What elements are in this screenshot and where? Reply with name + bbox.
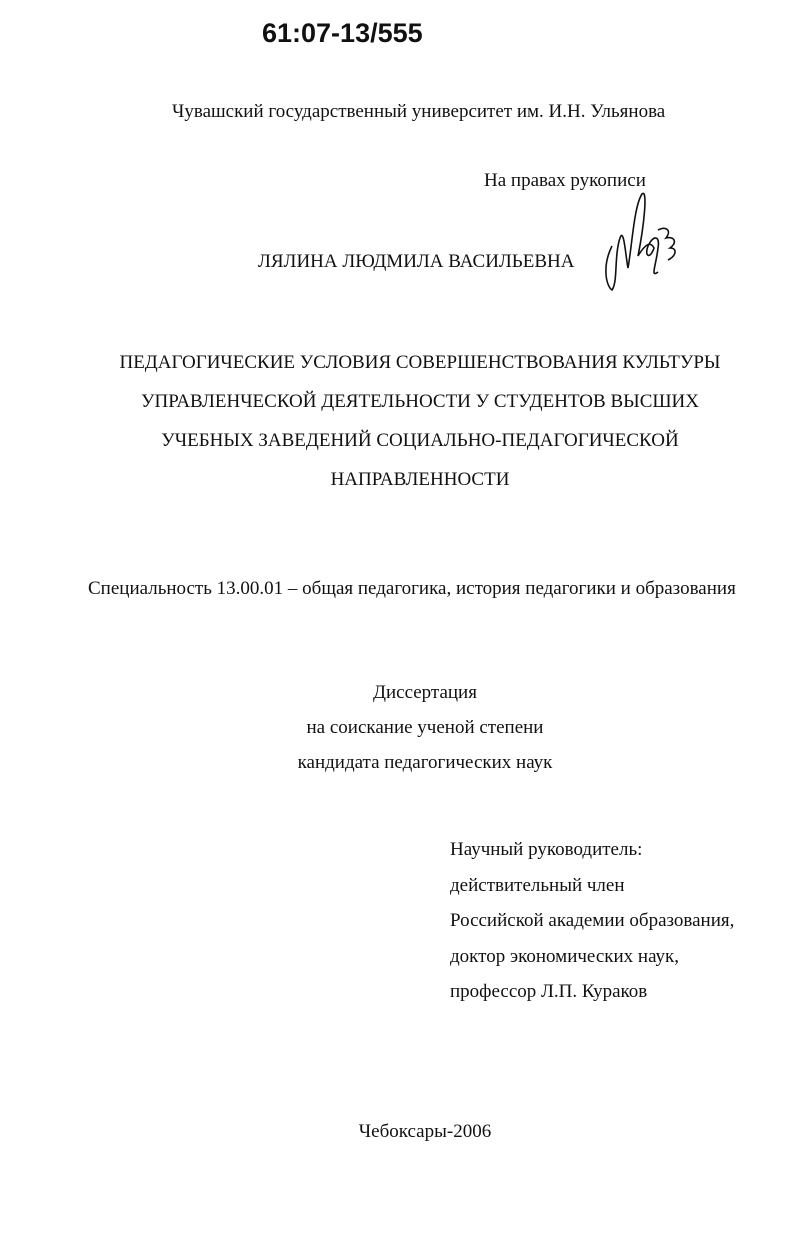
university-name: Чувашский государственный университет им. И.Н. Ульянова	[172, 101, 666, 122]
specialty: Специальность 13.00.01 – общая педагогика, история педагогики и образования	[88, 578, 736, 599]
degree-line: кандидата педагогических наук	[297, 752, 553, 773]
title-line: НАПРАВЛЕННОСТИ	[330, 469, 510, 490]
advisor-block	[450, 832, 734, 1010]
advisor-line: Российской академии образования,	[450, 910, 735, 931]
registry-code: 61:07-13/555	[262, 18, 423, 48]
city-year: Чебоксары-2006	[358, 1121, 492, 1142]
title-line: ПЕДАГОГИЧЕСКИЕ УСЛОВИЯ СОВЕРШЕНСТВОВАНИЯ КУЛЬТУРЫ	[119, 352, 721, 373]
advisor-line: действительный член	[450, 874, 625, 896]
author-name: ЛЯЛИНА ЛЮДМИЛА ВАСИЛЬЕВНА	[258, 251, 575, 272]
title-line: УЧЕБНЫХ ЗАВЕДЕНИЙ СОЦИАЛЬНО-ПЕДАГОГИЧЕСКОЙ	[161, 430, 679, 451]
title-line: УПРАВЛЕНЧЕСКОЙ ДЕЯТЕЛЬНОСТИ У СТУДЕНТОВ ВЫСШИХ	[141, 391, 699, 412]
author-signature	[598, 186, 688, 296]
advisor-line: Научный руководитель:	[450, 839, 643, 860]
degree-block	[0, 675, 793, 780]
dissertation-title	[60, 343, 780, 499]
advisor-line: доктор экономических наук,	[450, 945, 680, 967]
degree-line: Диссертация	[373, 682, 477, 703]
degree-line: на соискание ученой степени	[306, 717, 544, 738]
manuscript-note: На правах рукописи	[484, 170, 646, 191]
advisor-line: профессор Л.П. Кураков	[450, 981, 648, 1002]
